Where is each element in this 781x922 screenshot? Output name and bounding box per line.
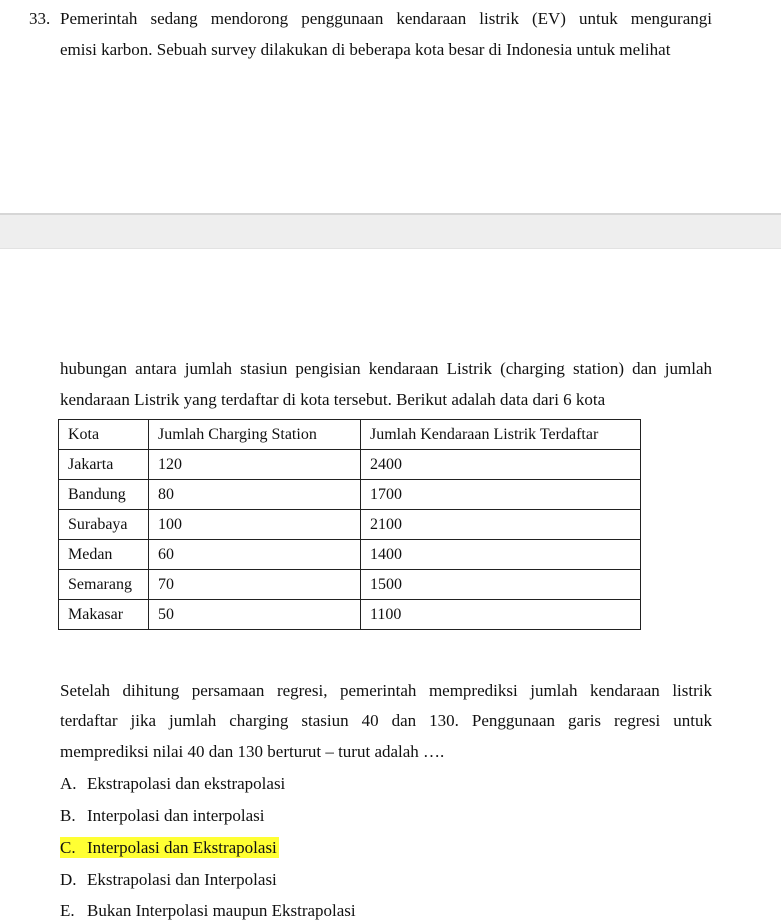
question-number: 33. (29, 9, 51, 28)
table-row (59, 480, 641, 510)
header-ev-registered: Jumlah Kendaraan Listrik Terdaftar (361, 420, 641, 450)
table-row (59, 570, 641, 600)
option-c-highlighted[interactable] (60, 837, 279, 859)
cell-stations: 70 (149, 570, 361, 600)
header-charging-station: Jumlah Charging Station (149, 420, 361, 450)
table-row (59, 600, 641, 630)
option-text: Ekstrapolasi dan Interpolasi (87, 870, 277, 889)
cell-city: Semarang (59, 570, 149, 600)
cell-stations: 50 (149, 600, 361, 630)
data-table (58, 419, 641, 630)
option-e[interactable] (60, 900, 356, 922)
cell-vehicles: 1400 (361, 540, 641, 570)
option-a[interactable] (60, 773, 285, 795)
question-text-line-6: terdaftar jika jumlah charging stasiun 40 dan 130. Penggunaan garis regresi untuk (60, 711, 712, 730)
cell-city: Surabaya (59, 510, 149, 540)
option-text: Interpolasi dan interpolasi (87, 806, 265, 825)
highlight-marker (60, 837, 279, 858)
option-b[interactable] (60, 805, 265, 827)
option-label: C. (60, 838, 76, 857)
question-text-line-5: Setelah dihitung persamaan regresi, pemerintah memprediksi jumlah kendaraan listrik (60, 681, 712, 700)
table-header-row (59, 420, 641, 450)
table-row (59, 450, 641, 480)
option-d[interactable] (60, 869, 277, 891)
option-label: A. (60, 774, 77, 793)
cell-city: Jakarta (59, 450, 149, 480)
page-break-separator (0, 213, 781, 249)
question-text-line-3: hubungan antara jumlah stasiun pengisian kendaraan Listrik (charging station) dan jumlah (60, 359, 712, 378)
header-kota: Kota (59, 420, 149, 450)
cell-city: Medan (59, 540, 149, 570)
question-text-line-4: kendaraan Listrik yang terdaftar di kota tersebut. Berikut adalah data dari 6 kota (60, 390, 606, 409)
option-label: D. (60, 870, 77, 889)
cell-city: Bandung (59, 480, 149, 510)
option-label: E. (60, 901, 75, 920)
question-text-line-1: Pemerintah sedang mendorong penggunaan kendaraan listrik (EV) untuk mengurangi (60, 9, 712, 28)
cell-vehicles: 2100 (361, 510, 641, 540)
cell-stations: 80 (149, 480, 361, 510)
cell-city: Makasar (59, 600, 149, 630)
cell-vehicles: 1500 (361, 570, 641, 600)
option-label: B. (60, 806, 76, 825)
cell-vehicles: 1700 (361, 480, 641, 510)
question-text-line-2: emisi karbon. Sebuah survey dilakukan di beberapa kota besar di Indonesia untuk melihat (60, 40, 671, 59)
option-text: Ekstrapolasi dan ekstrapolasi (87, 774, 286, 793)
option-text: Bukan Interpolasi maupun Ekstrapolasi (87, 901, 356, 920)
cell-stations: 100 (149, 510, 361, 540)
cell-vehicles: 1100 (361, 600, 641, 630)
option-text: Interpolasi dan Ekstrapolasi (87, 838, 277, 857)
cell-vehicles: 2400 (361, 450, 641, 480)
table-row (59, 540, 641, 570)
table-row (59, 510, 641, 540)
cell-stations: 120 (149, 450, 361, 480)
question-text-line-7: memprediksi nilai 40 dan 130 berturut – turut adalah …. (60, 742, 445, 761)
cell-stations: 60 (149, 540, 361, 570)
